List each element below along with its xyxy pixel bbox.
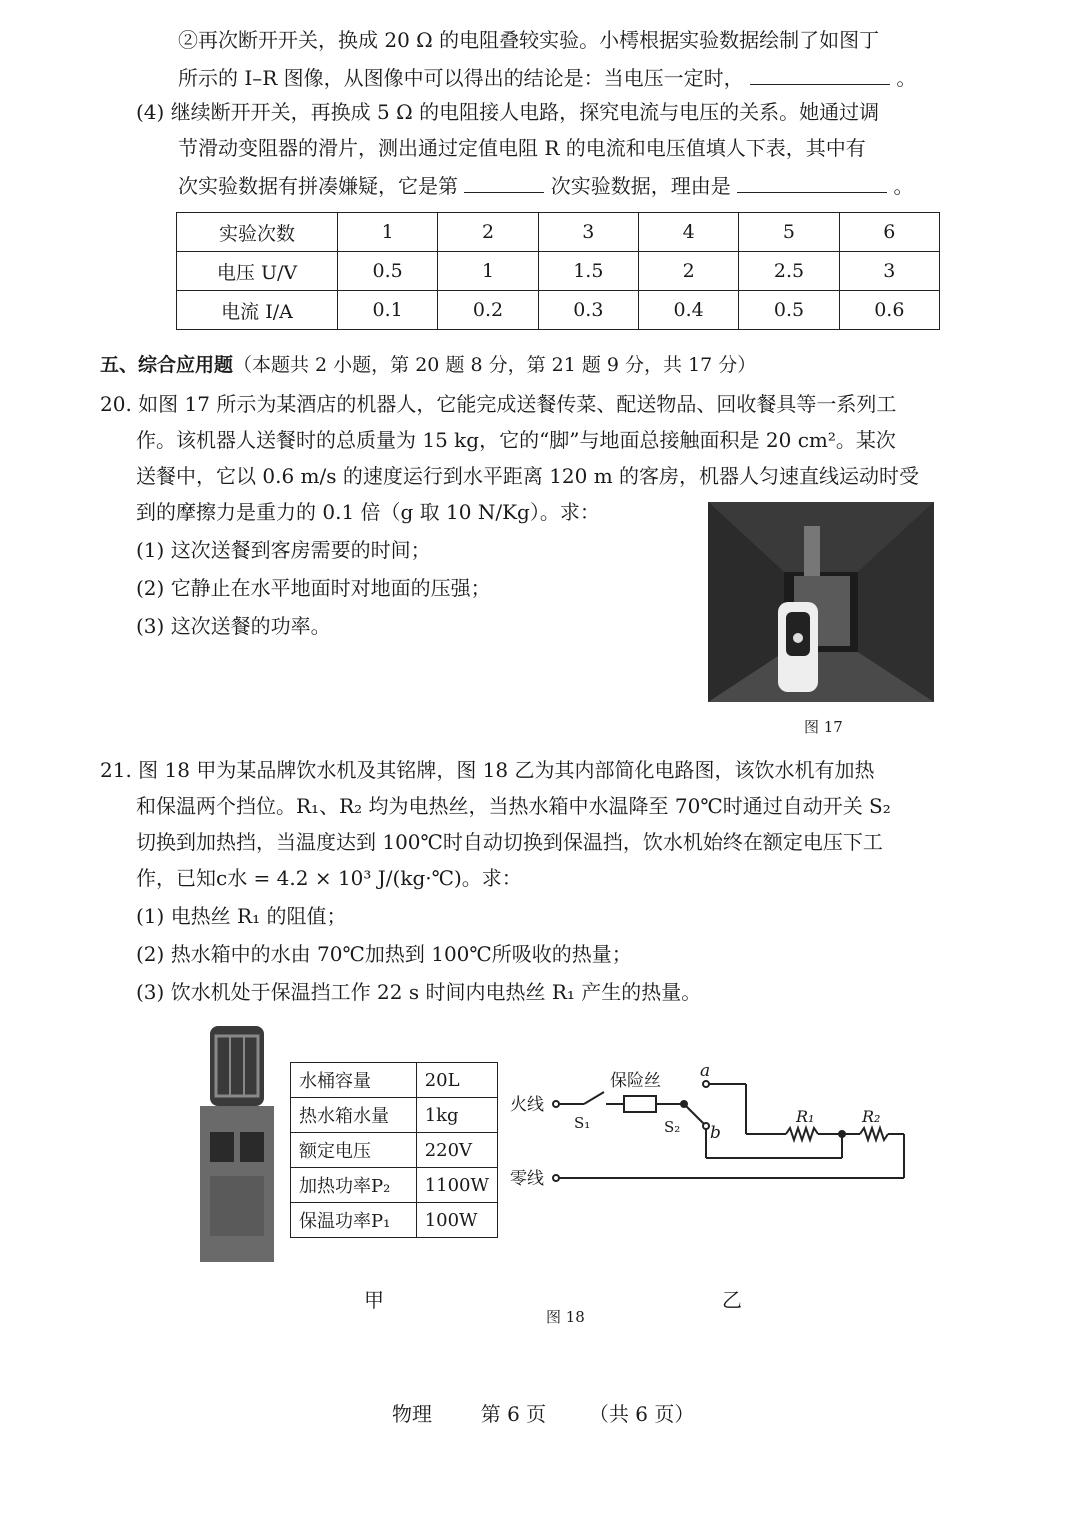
table-cell: 1 [338, 213, 438, 252]
table-cell: 实验次数 [177, 213, 338, 252]
table-row [291, 1203, 498, 1238]
robot-photo [708, 502, 934, 702]
label-s2: S₂ [664, 1118, 681, 1136]
experiment-data-table [176, 212, 940, 330]
figure-17-caption: 图 17 [804, 718, 843, 736]
table-cell: 2.5 [739, 252, 839, 291]
table-cell: 1kg [416, 1098, 497, 1133]
table-row [177, 291, 940, 330]
q19-part4-line3-b: 次实验数据，理由是 [550, 174, 731, 198]
q19-part3-line2-text: 所示的 I–R 图像，从图像中可以得出的结论是：当电压一定时， [178, 66, 744, 90]
label-r2: R₂ [862, 1107, 881, 1126]
table-row [177, 252, 940, 291]
table-cell: 额定电压 [291, 1133, 417, 1168]
section-note: （本题共 2 小题，第 20 题 8 分，第 21 题 9 分，共 17 分） [233, 354, 757, 376]
table-cell: 1100W [416, 1168, 497, 1203]
q21-line1: 21. 图 18 甲为某品牌饮水机及其铭牌，图 18 乙为其内部简化电路图，该饮水机有加热 [100, 758, 875, 782]
table-cell: 0.1 [338, 291, 438, 330]
q19-part4-line2: 节滑动变阻器的滑片，测出通过定值电阻 R 的电流和电压值填人下表，其中有 [178, 136, 866, 160]
table-cell: 0.3 [538, 291, 638, 330]
table-row [291, 1133, 498, 1168]
q19-part4-line3 [178, 174, 913, 196]
circuit-diagram [500, 1058, 920, 1198]
q20-sub3: (3) 这次送餐的功率。 [136, 614, 331, 638]
table-cell: 1.5 [538, 252, 638, 291]
table-cell: 0.5 [338, 252, 438, 291]
section-header [100, 356, 756, 375]
figure-18-caption: 图 18 [546, 1308, 585, 1326]
label-s1: S₁ [574, 1114, 591, 1132]
q21-line4: 作，已知c水 = 4.2 × 10³ J/(kg·℃)。求： [136, 866, 522, 890]
table-cell: 4 [638, 213, 738, 252]
figure-18-label-yi: 乙 [722, 1288, 742, 1312]
table-cell: 加热功率P₂ [291, 1168, 417, 1203]
nameplate-table [290, 1062, 498, 1238]
footer-page: 第 6 页 [480, 1402, 547, 1426]
table-cell: 6 [839, 213, 939, 252]
table-cell: 100W [416, 1203, 497, 1238]
table-cell: 3 [538, 213, 638, 252]
table-cell: 20L [416, 1063, 497, 1098]
q21-line3: 切换到加热挡，当温度达到 100℃时自动切换到保温挡，饮水机始终在额定电压下工 [136, 830, 883, 854]
footer-total: （共 6 页） [588, 1402, 695, 1426]
q20-line4: 到的摩擦力是重力的 0.1 倍（g 取 10 N/Kg）。求： [136, 500, 600, 524]
table-cell: 2 [638, 252, 738, 291]
q21-line2: 和保温两个挡位。R₁、R₂ 均为电热丝，当热水箱中水温降至 70℃时通过自动开关 S₂ [136, 794, 891, 818]
table-cell: 水桶容量 [291, 1063, 417, 1098]
table-cell: 电压 U/V [177, 252, 338, 291]
label-neutral-wire: 零线 [510, 1169, 544, 1189]
section-title: 五、综合应用题 [100, 354, 234, 376]
q20-sub2: (2) 它静止在水平地面时对地面的压强； [136, 576, 491, 600]
table-cell: 0.2 [438, 291, 538, 330]
table-row [291, 1168, 498, 1203]
q20-sub1: (1) 这次送餐到客房需要的时间； [136, 538, 431, 562]
label-fuse: 保险丝 [610, 1071, 661, 1091]
punctuation: 。 [893, 174, 914, 198]
footer-subject: 物理 [392, 1402, 432, 1426]
table-cell: 0.4 [638, 291, 738, 330]
table-cell: 热水箱水量 [291, 1098, 417, 1133]
table-cell: 5 [739, 213, 839, 252]
figure-18-label-jia: 甲 [364, 1288, 384, 1312]
q20-line3: 送餐中，它以 0.6 m/s 的速度运行到水平距离 120 m 的客房，机器人匀速直线运动时受 [136, 464, 920, 488]
label-a: a [700, 1061, 711, 1081]
answer-blank[interactable] [737, 174, 887, 193]
table-row [177, 213, 940, 252]
table-cell: 电流 I/A [177, 291, 338, 330]
label-live-wire: 火线 [510, 1095, 544, 1115]
q20-line1: 20. 如图 17 所示为某酒店的机器人，它能完成送餐传菜、配送物品、回收餐具等一系列工 [100, 392, 897, 416]
label-r1: R₁ [796, 1107, 815, 1126]
q19-part4-line1: (4) 继续断开开关，再换成 5 Ω 的电阻接人电路，探究电流与电压的关系。她通过调 [136, 100, 880, 124]
table-cell: 保温功率P₁ [291, 1203, 417, 1238]
q21-sub1: (1) 电热丝 R₁ 的阻值； [136, 904, 347, 928]
q19-part3-line2 [178, 66, 916, 88]
punctuation: 。 [896, 66, 917, 90]
q20-line2: 作。该机器人送餐时的总质量为 15 kg，它的“脚”与地面总接触面积是 20 cm²。某次 [136, 428, 896, 452]
table-cell: 220V [416, 1133, 497, 1168]
q19-part4-line3-a: 次实验数据有拼凑嫌疑，它是第 [178, 174, 458, 198]
table-cell: 0.6 [839, 291, 939, 330]
water-dispenser-photo [196, 1026, 278, 1262]
q21-sub3: (3) 饮水机处于保温挡工作 22 s 时间内电热丝 R₁ 产生的热量。 [136, 980, 702, 1004]
table-row [291, 1063, 498, 1098]
q19-part3-line1: ②再次断开开关，换成 20 Ω 的电阻叠较实验。小樗根据实验数据绘制了如图丁 [178, 28, 880, 52]
answer-blank[interactable] [750, 66, 890, 85]
table-row [291, 1098, 498, 1133]
table-cell: 1 [438, 252, 538, 291]
table-cell: 3 [839, 252, 939, 291]
table-cell: 2 [438, 213, 538, 252]
q21-sub2: (2) 热水箱中的水由 70℃加热到 100℃所吸收的热量； [136, 942, 632, 966]
page-footer [392, 1404, 694, 1424]
answer-blank[interactable] [464, 174, 544, 193]
table-cell: 0.5 [739, 291, 839, 330]
label-b: b [710, 1123, 721, 1143]
